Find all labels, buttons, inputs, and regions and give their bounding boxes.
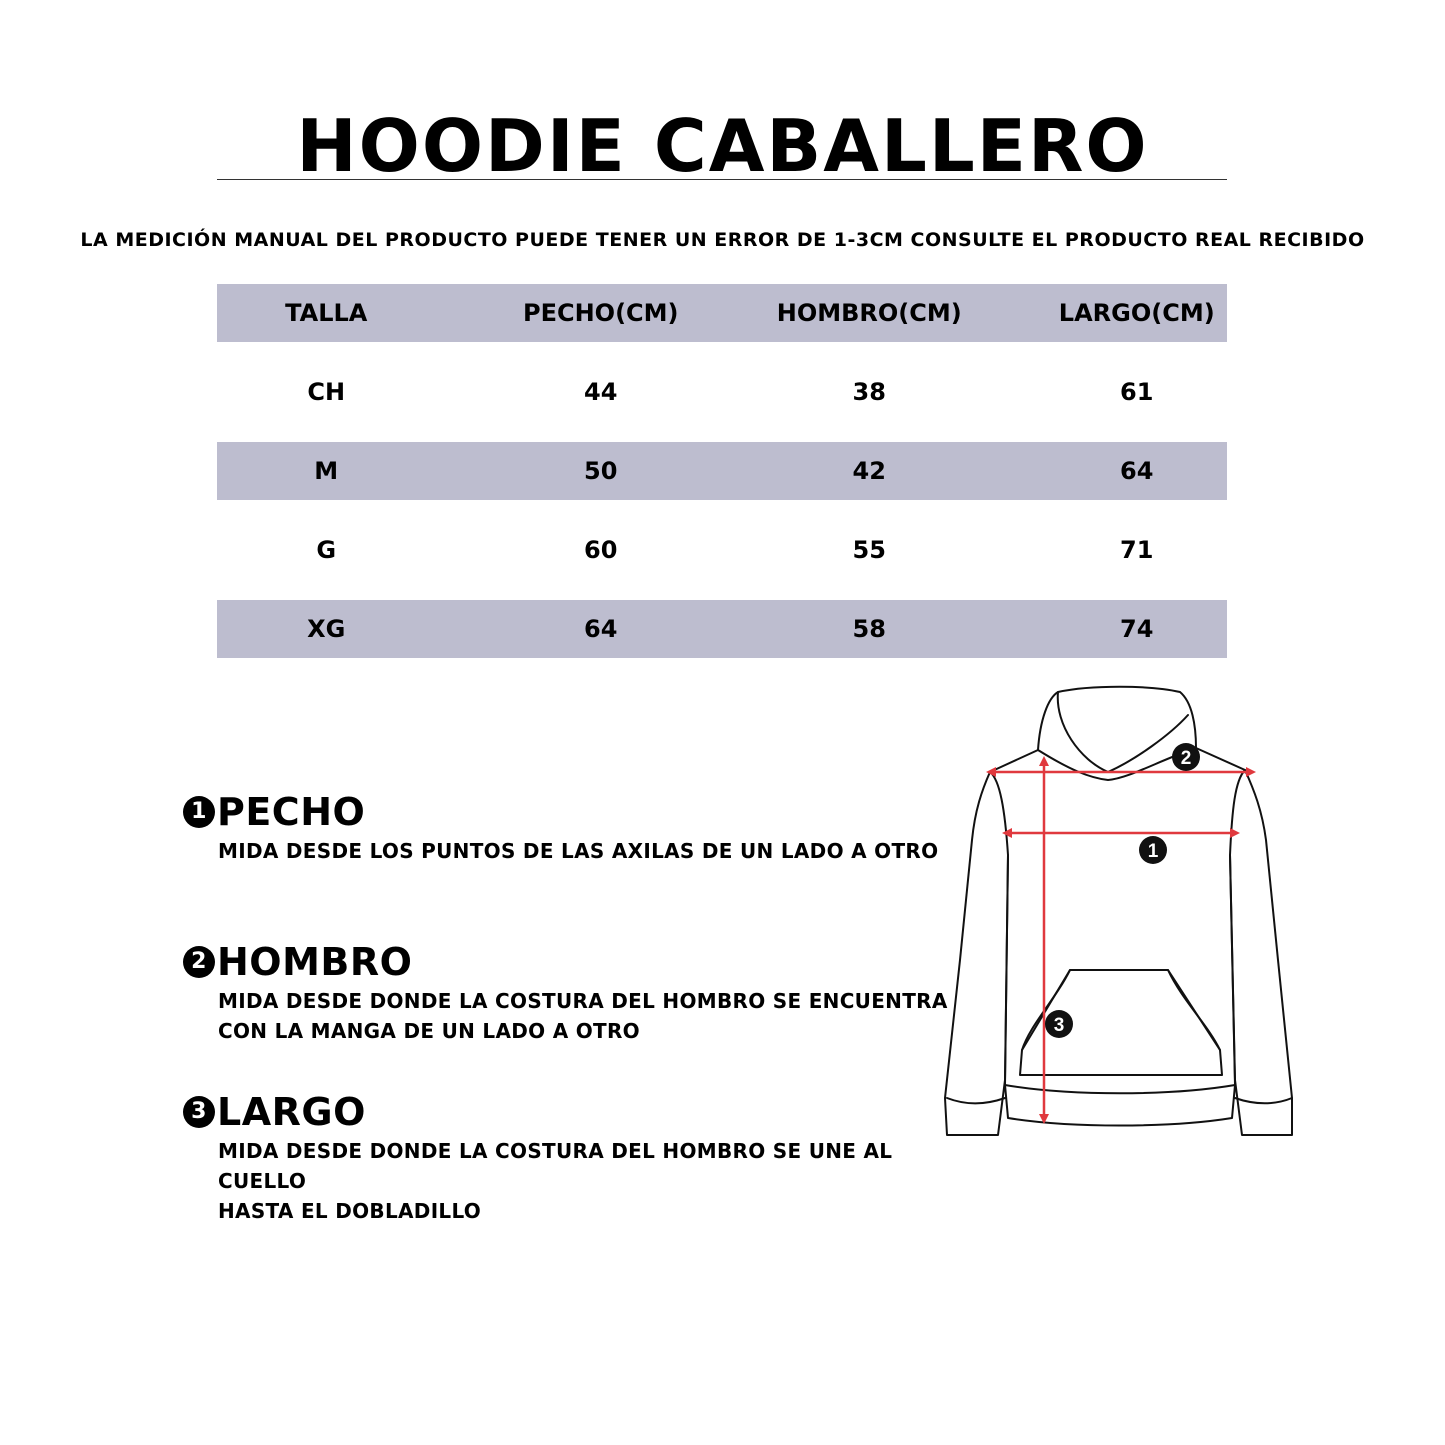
size-cell: M (314, 457, 339, 485)
number-2-badge: 2 (183, 946, 215, 978)
pecho-cell: 60 (584, 536, 618, 564)
largo-cell: 74 (1120, 615, 1154, 643)
measurement-disclaimer: LA MEDICIÓN MANUAL DEL PRODUCTO PUEDE TENER UN ERROR DE 1-3CM CONSULTE EL PRODUCTO REAL RECIBIDO (80, 229, 1365, 251)
number-3-badge: 3 (183, 1096, 215, 1128)
table-row (217, 442, 1227, 500)
marker-1-label: 1 (1147, 841, 1159, 862)
header-talla: TALLA (285, 299, 368, 327)
pecho-cell: 50 (584, 457, 618, 485)
measurement-label: PECHO (217, 790, 366, 834)
table-header-row (217, 284, 1227, 342)
hombro-cell: 42 (852, 457, 886, 485)
hombro-cell: 58 (852, 615, 886, 643)
pecho-cell: 64 (584, 615, 618, 643)
pecho-cell: 44 (584, 378, 618, 406)
hombro-cell: 55 (852, 536, 886, 564)
largo-cell: 61 (1120, 378, 1154, 406)
measurement-pecho (183, 790, 943, 866)
measurement-label: LARGO (217, 1090, 366, 1134)
largo-cell: 64 (1120, 457, 1154, 485)
table-row (217, 600, 1227, 658)
table-row (217, 363, 1227, 421)
measurement-largo (183, 1090, 943, 1226)
hoodie-outline-icon (930, 680, 1310, 1150)
header-largo: LARGO(CM) (1058, 299, 1215, 327)
measurement-label: HOMBRO (217, 940, 413, 984)
measurement-description: MIDA DESDE DONDE LA COSTURA DEL HOMBRO SE UNE AL CUELLO (218, 1139, 893, 1193)
hoodie-diagram (930, 680, 1310, 1154)
measurement-description: CON LA MANGA DE UN LADO A OTRO (218, 1019, 640, 1043)
size-table (217, 284, 1227, 679)
table-row (217, 521, 1227, 579)
marker-2 (1172, 743, 1200, 771)
size-cell: XG (307, 615, 346, 643)
header-pecho: PECHO(CM) (522, 299, 679, 327)
marker-1 (1139, 836, 1167, 864)
marker-3 (1045, 1010, 1073, 1038)
hombro-cell: 38 (852, 378, 886, 406)
measurement-description: HASTA EL DOBLADILLO (218, 1199, 482, 1223)
marker-3-label: 3 (1053, 1015, 1065, 1036)
size-cell: CH (307, 378, 346, 406)
title-divider (217, 179, 1227, 180)
page-title: HOODIE CABALLERO (296, 104, 1149, 188)
measurement-hombro (183, 940, 948, 1046)
size-cell: G (316, 536, 337, 564)
number-1-badge: 1 (183, 796, 215, 828)
marker-2-label: 2 (1180, 748, 1192, 769)
header-hombro: HOMBRO(CM) (776, 299, 962, 327)
measurement-description: MIDA DESDE DONDE LA COSTURA DEL HOMBRO SE ENCUENTRA (218, 989, 948, 1013)
measurement-description: MIDA DESDE LOS PUNTOS DE LAS AXILAS DE UN LADO A OTRO (218, 839, 939, 863)
largo-cell: 71 (1120, 536, 1154, 564)
